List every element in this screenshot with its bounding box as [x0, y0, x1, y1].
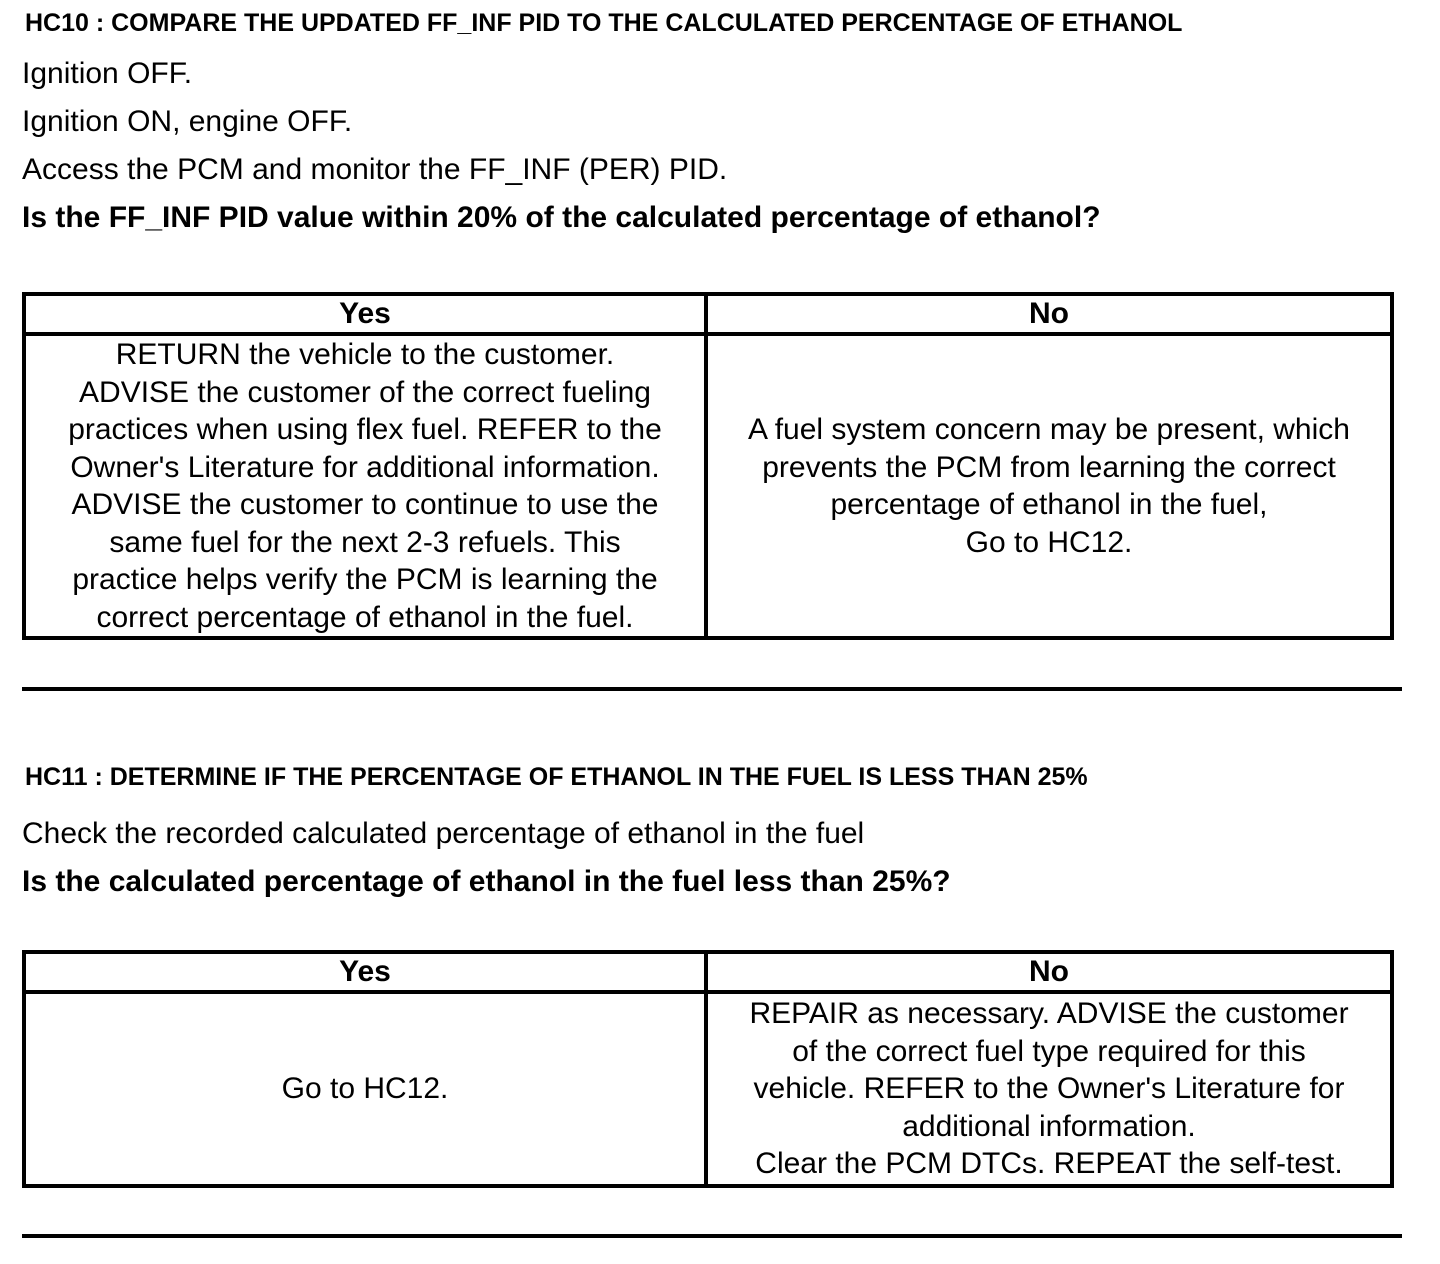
hc10-instruction-3: Access the PCM and monitor the FF_INF (PER) PID. — [22, 153, 728, 186]
hc11-yes-header: Yes — [24, 952, 706, 992]
hc10-instruction-1: Ignition OFF. — [22, 57, 193, 90]
section-divider — [22, 1234, 1402, 1238]
hc10-no-header: No — [706, 294, 1392, 334]
hc11-answer-table — [22, 950, 1394, 1188]
hc10-yes-header: Yes — [24, 294, 706, 334]
hc10-question: Is the FF_INF PID value within 20% of the calculated percentage of ethanol? — [22, 201, 1101, 234]
hc10-no-action: A fuel system concern may be present, which prevents the PCM from learning the correct percentage of ethanol in the fuel, Go to HC12. — [706, 334, 1392, 638]
hc10-answer-table — [22, 292, 1394, 640]
hc11-instruction-1: Check the recorded calculated percentage of ethanol in the fuel — [22, 817, 865, 850]
hc11-question: Is the calculated percentage of ethanol in the fuel less than 25%? — [22, 865, 951, 898]
hc11-no-action: REPAIR as necessary. ADVISE the customer of the correct fuel type required for this vehicle. REFER to the Owner's Literature for additional information. Clear the PCM DTCs. REPEAT the self-test. — [706, 992, 1392, 1186]
hc11-title: HC11 : DETERMINE IF THE PERCENTAGE OF ETHANOL IN THE FUEL IS LESS THAN 25% — [25, 763, 1088, 791]
hc10-step — [22, 8, 1402, 242]
section-divider — [22, 687, 1402, 691]
hc11-no-header: No — [706, 952, 1392, 992]
hc11-step — [22, 762, 1402, 906]
hc10-instruction-2: Ignition ON, engine OFF. — [22, 105, 353, 138]
hc11-yes-action: Go to HC12. — [24, 992, 706, 1186]
hc10-title: HC10 : COMPARE THE UPDATED FF_INF PID TO THE CALCULATED PERCENTAGE OF ETHANOL — [25, 9, 1183, 37]
hc10-yes-action: RETURN the vehicle to the customer. ADVISE the customer of the correct fueling practices when using flex fuel. REFER to the Owner's Literature for additional information. ADVISE the customer to continue to use the same fuel for the next 2-3 refuels. This practice helps verify the PCM is learning the correct percentage of ethanol in the fuel. — [24, 334, 706, 638]
